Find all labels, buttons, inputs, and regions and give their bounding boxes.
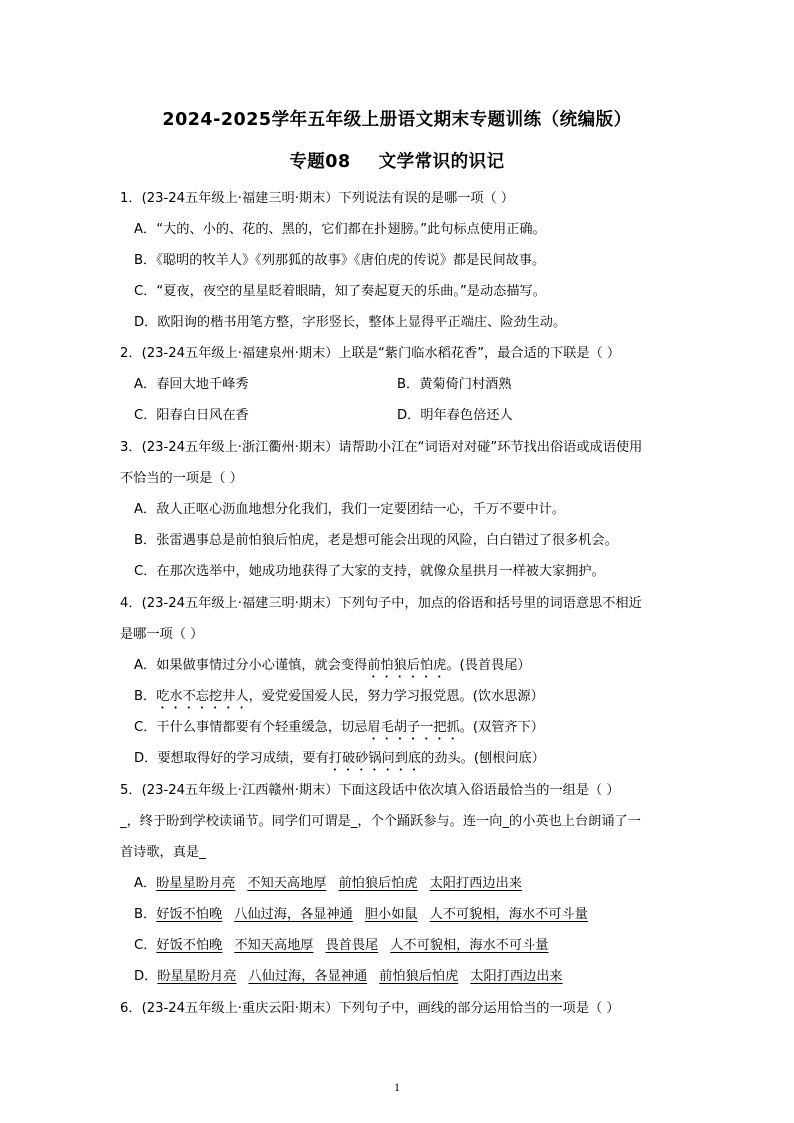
question-1-option-b: B．《聪明的牧羊人》《列那狐的故事》《唐伯虎的传说》都是民间故事。 [134, 253, 546, 268]
question-2-option-a: A．春回大地千峰秀 [134, 377, 249, 392]
underlined-phrase: 不知天高地厚 [234, 938, 314, 953]
option-label: B． [134, 907, 157, 922]
question-3-option-c: C．在那次选举中，她成功地获得了大家的支持，就像众星拱月一样被大家拥护。 [134, 564, 605, 579]
question-4-option-b [134, 685, 544, 712]
underlined-phrase: 八仙过海，各显神通 [234, 907, 353, 922]
document-title: 2024-2025学年五年级上册语文期末专题训练（统编版） [162, 110, 632, 130]
dotted-proverb: 打破砂锅问到底 [328, 751, 422, 766]
dotted-proverb: 吃水不忘挖井人 [156, 689, 249, 704]
option-label: A． [134, 876, 157, 891]
question-3-stem: 3．(23-24五年级上·浙江衢州·期末）请帮助小江在“词语对对碰”环节找出俗语或成语使用 [120, 440, 643, 455]
underlined-phrase: 人不可貌相，海水不可斗量 [429, 907, 588, 922]
question-1-option-c: C．“夏夜，夜空的星星眨着眼睛，知了奏起夏天的乐曲。”是动态描写。 [134, 284, 546, 299]
underlined-phrase: 胆小如鼠 [364, 907, 418, 922]
option-text: C．干什么事情都要有个轻重缓急，切忌 [134, 720, 368, 735]
question-1-option-a: A．“大的、小的、花的、黑的，它们都在扑翅膀。”此句标点使用正确。 [134, 222, 546, 237]
option-text: B． [134, 689, 157, 704]
question-1-stem: 1．(23-24五年级上·福建三明·期末）下列说法有误的是哪一项（ ） [120, 191, 515, 206]
option-text: D．要想取得好的学习成绩，要有 [134, 751, 329, 766]
underlined-phrase: 前怕狼后怕虎 [379, 969, 459, 984]
question-2-option-d: D．明年春色倍还人 [397, 408, 513, 423]
question-2-option-b: B．黄菊倚门村酒熟 [397, 377, 512, 392]
option-text: 。(畏首畏尾） [446, 658, 531, 673]
underlined-phrase: 八仙过海，各显神通 [248, 969, 368, 984]
question-3-option-b: B．张雷遇事总是前怕狼后怕虎，老是想可能会出现的风险，白白错过了很多机会。 [134, 533, 618, 548]
option-label: D． [134, 969, 158, 984]
question-5-option-d [134, 965, 575, 984]
underlined-phrase: 人不可貌相，海水不可斗量 [390, 938, 549, 953]
question-4-stem: 4．(23-24五年级上·福建三明·期末）下列句子中，加点的俗语和括号里的词语意思不相近 [120, 596, 642, 611]
option-text: 的劲头。(刨根问底） [421, 751, 545, 766]
question-4-option-d [134, 747, 545, 774]
underlined-phrase: 好饭不怕晚 [156, 938, 223, 953]
question-2-option-c: C．阳春白日风在香 [134, 408, 249, 423]
option-text: A．如果做事情过分小心谨慎，就会变得 [134, 658, 368, 673]
dotted-proverb: 前怕狼后怕虎 [367, 658, 447, 673]
option-text: 。(双管齐下） [459, 720, 544, 735]
underlined-phrase: 太阳打西边出来 [470, 969, 563, 984]
question-4-stem-cont: 是哪一项（ ） [120, 627, 204, 642]
underlined-phrase: 太阳打西边出来 [429, 876, 522, 891]
underlined-phrase: 前怕狼后怕虎 [338, 876, 418, 891]
question-5-passage-cont: 首诗歌，真是_ [120, 845, 206, 860]
question-2-stem: 2．(23-24五年级上·福建泉州·期末）上联是“紫门临水稻花香”，最合适的下联是（ ） [120, 346, 621, 361]
question-1-option-d: D．欧阳询的楷书用笔方整，字形竖长，整体上显得平正端庄、险劲生动。 [134, 315, 567, 330]
question-5-option-b [134, 903, 600, 922]
question-5-stem: 5．(23-24五年级上·江西赣州·期末）下面这段话中依次填入俗语最恰当的一组是（ ） [120, 783, 620, 798]
option-label: C． [134, 938, 157, 953]
topic-heading [0, 148, 794, 173]
question-4-option-c [134, 716, 544, 743]
question-5-option-c [134, 934, 560, 953]
topic-name: 文学常识的识记 [378, 152, 505, 172]
page-number: 1 [394, 1080, 400, 1094]
question-3-option-a: A．敌人正呕心沥血地想分化我们，我们一定要团结一心，千万不要中计。 [134, 502, 566, 517]
underlined-phrase: 畏首畏尾 [325, 938, 379, 953]
question-4-option-a [134, 654, 531, 681]
underlined-phrase: 盼星星盼月亮 [156, 876, 236, 891]
underlined-phrase: 好饭不怕晚 [156, 907, 223, 922]
question-5-passage: _，终于盼到学校读诵节。同学们可谓是_，个个踊跃参与。连一向_的小英也上台朗诵了一 [120, 814, 641, 829]
question-3-stem-cont: 不恰当的一项是（ ） [120, 471, 243, 486]
underlined-phrase: 盼星星盼月亮 [157, 969, 237, 984]
option-text: ，爱党爱国爱人民，努力学习报党恩。(饮水思源） [248, 689, 544, 704]
topic-number: 专题08 [289, 152, 351, 172]
dotted-proverb: 眉毛胡子一把抓 [367, 720, 460, 735]
question-6-stem: 6．(23-24五年级上·重庆云阳·期末）下列句子中，画线的部分运用恰当的一项是（ ） [120, 1001, 620, 1016]
question-5-option-a [134, 872, 534, 891]
underlined-phrase: 不知天高地厚 [247, 876, 327, 891]
